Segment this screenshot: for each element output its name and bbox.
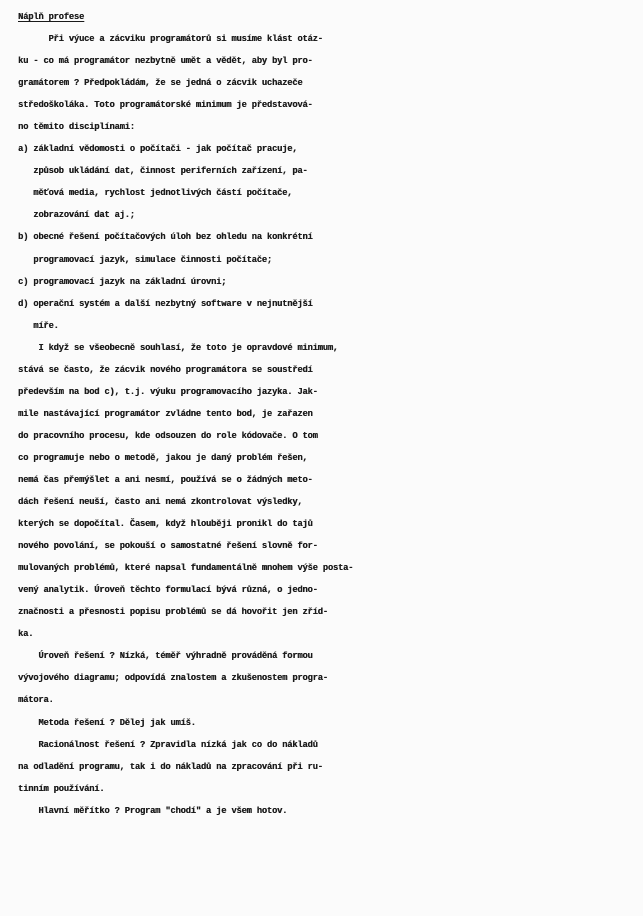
text-line: ka.	[18, 629, 34, 640]
text-line: především na bod c), t.j. výuku programovacího jazyka. Jak-	[18, 386, 318, 397]
text-line: gramátorem ? Předpokládám, že se jedná o zácvik uchazeče	[18, 78, 303, 89]
text-line: do pracovního procesu, kde odsouzen do role kódovače. O tom	[18, 430, 318, 441]
text-line: míře.	[18, 320, 59, 331]
text-line: Racionálnost řešení ? Zpravidla nízká jak co do nákladů	[18, 739, 318, 750]
text-line: stává se často, že zácvik nového programátora se soustředí	[18, 364, 313, 375]
text-line: středoškoláka. Toto programátorské minimum je představová-	[18, 100, 313, 111]
text-line: nového povolání, se pokouší o samostatné řešení slovně for-	[18, 541, 318, 552]
text-line: na odladění programu, tak i do nákladů na zpracování při ru-	[18, 761, 323, 772]
text-line: mátora.	[18, 695, 54, 706]
text-line: dách řešení neuší, často ani nemá zkontrolovat výsledky,	[18, 497, 303, 508]
text-line: Hlavní měřítko ? Program "chodí" a je všem hotov.	[18, 805, 288, 816]
text-line: a) základní vědomosti o počítači - jak počítač pracuje,	[18, 144, 298, 155]
text-line: měťová media, rychlost jednotlivých částí počítače,	[18, 188, 293, 199]
text-line: způsob ukládání dat, činnost periferních zařízení, pa-	[18, 166, 308, 177]
document-body	[18, 6, 633, 822]
document-lines	[18, 28, 633, 822]
text-line: značnosti a přesnosti popisu problémů se dá hovořit jen zříd-	[18, 607, 328, 618]
text-line: zobrazování dat aj.;	[18, 210, 135, 221]
text-line: Úroveň řešení ? Nízká, téměř výhradně prováděná formou	[18, 651, 313, 662]
text-line: Při výuce a zácviku programátorů si musíme klást otáz-	[18, 34, 323, 45]
text-line: no těmito disciplínami:	[18, 122, 135, 133]
section-heading: Náplň profese	[18, 12, 85, 22]
text-line: Metoda řešení ? Dělej jak umíš.	[18, 717, 196, 728]
text-line: mulovaných problémů, které napsal fundamentálně mnohem výše posta-	[18, 563, 354, 574]
text-line: c) programovací jazyk na základní úrovni;	[18, 276, 227, 287]
text-line: tinním používání.	[18, 783, 105, 794]
text-line: b) obecné řešení počítačových úloh bez ohledu na konkrétní	[18, 232, 313, 243]
text-line: I když se všeobecně souhlasí, že toto je opravdové minimum,	[18, 342, 338, 353]
text-line: vývojového diagramu; odpovídá znalostem a zkušenostem progra-	[18, 673, 328, 684]
text-line: ku - co má programátor nezbytně umět a vědět, aby byl pro-	[18, 56, 313, 67]
text-line: nemá čas přemýšlet a ani nesmí, používá se o žádných meto-	[18, 474, 313, 485]
text-line: programovací jazyk, simulace činnosti počítače;	[18, 254, 272, 265]
text-line: d) operační systém a další nezbytný software v nejnutnější	[18, 298, 313, 309]
text-line: kterých se dopočítal. Časem, když hlouběji pronikl do tajů	[18, 519, 313, 530]
text-line: mile nastávající programátor zvládne tento bod, je zařazen	[18, 408, 313, 419]
text-line: vený analytik. Úroveň těchto formulací bývá různá, o jedno-	[18, 585, 318, 596]
text-line: co programuje nebo o metodě, jakou je daný problém řešen,	[18, 452, 308, 463]
